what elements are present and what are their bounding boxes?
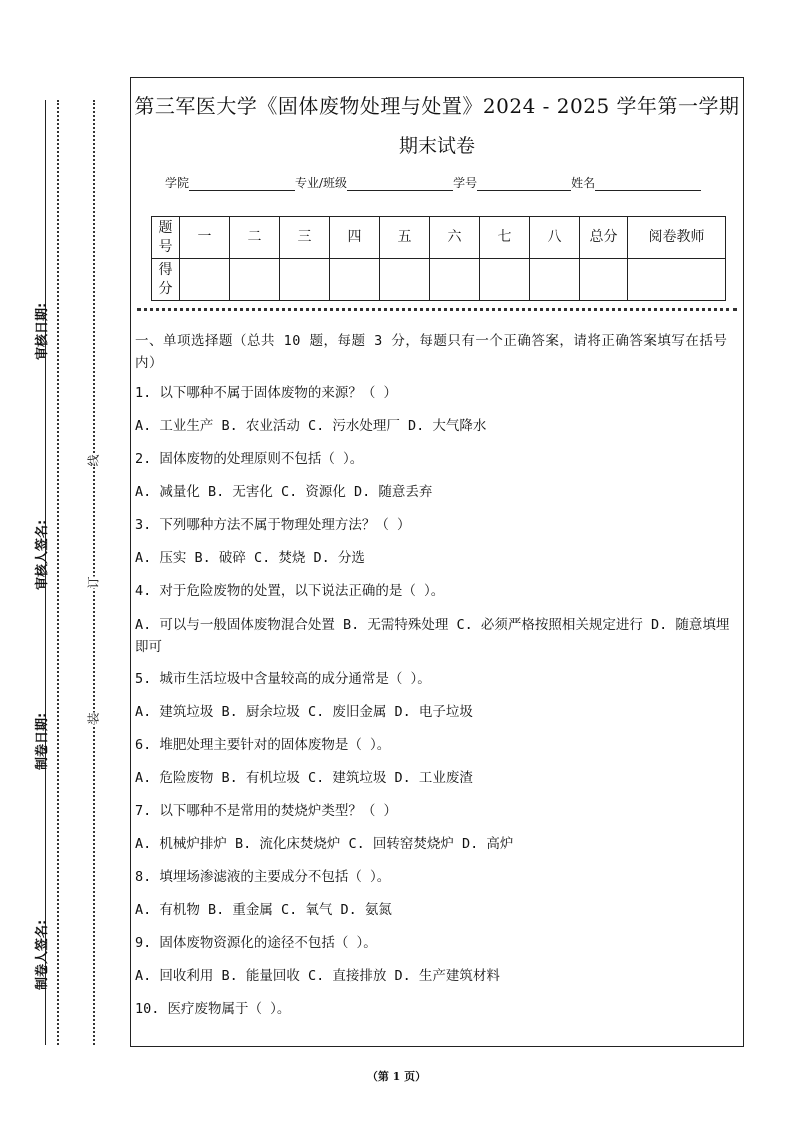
- question-6-options: A. 危险废物 B. 有机垃圾 C. 建筑垃圾 D. 工业废渣: [135, 770, 473, 786]
- major-class-field[interactable]: [347, 176, 453, 191]
- question-3-options: A. 压实 B. 破碎 C. 焚烧 D. 分选: [135, 550, 365, 566]
- college-field[interactable]: [189, 176, 295, 191]
- score-cell-4[interactable]: [330, 259, 380, 301]
- score-table: [151, 216, 726, 301]
- question-6: 6. 堆肥处理主要针对的固体废物是（ ）。: [135, 737, 391, 753]
- column-header-8: 八: [530, 217, 580, 259]
- column-header-2: 二: [230, 217, 280, 259]
- column-header-4: 四: [330, 217, 380, 259]
- question-number-header: 题号: [152, 217, 180, 259]
- score-cell-8[interactable]: [530, 259, 580, 301]
- question-4: 4. 对于危险废物的处置，以下说法正确的是（ ）。: [135, 583, 445, 599]
- question-1-options: A. 工业生产 B. 农业活动 C. 污水处理厂 D. 大气降水: [135, 418, 487, 434]
- question-9-options: A. 回收利用 B. 能量回收 C. 直接排放 D. 生产建筑材料: [135, 968, 500, 984]
- paper-made-date-label: 制卷日期:: [35, 712, 50, 770]
- score-cell-2[interactable]: [230, 259, 280, 301]
- question-5-options: A. 建筑垃圾 B. 厨余垃圾 C. 废旧金属 D. 电子垃圾: [135, 704, 473, 720]
- column-header-1: 一: [180, 217, 230, 259]
- name-field[interactable]: [595, 176, 701, 191]
- dotted-separator: [137, 308, 737, 311]
- score-cell-grader[interactable]: [628, 259, 726, 301]
- question-2: 2. 固体废物的处理原则不包括（ ）。: [135, 451, 364, 467]
- column-header-3: 三: [280, 217, 330, 259]
- column-header-5: 五: [380, 217, 430, 259]
- column-header-7: 七: [480, 217, 530, 259]
- question-8-options: A. 有机物 B. 重金属 C. 氧气 D. 氨氮: [135, 902, 392, 918]
- section-heading: 一、单项选择题（总共 10 题，每题 3 分，每题只有一个正确答案，请将正确答案填写在括号内）: [135, 333, 728, 371]
- exam-title: 第三军医大学《固体废物处理与处置》2024 - 2025 学年第一学期: [134, 94, 740, 118]
- column-header-6: 六: [430, 217, 480, 259]
- column-header-total: 总分: [580, 217, 628, 259]
- gutter-char-mount: 装: [83, 712, 104, 724]
- question-7: 7. 以下哪种不是常用的焚烧炉类型？（ ）: [135, 803, 398, 819]
- question-9: 9. 固体废物资源化的途径不包括（ ）。: [135, 935, 377, 951]
- score-table-score-row: [152, 259, 726, 301]
- review-date-label: 审核日期:: [35, 302, 50, 360]
- score-cell-6[interactable]: [430, 259, 480, 301]
- student-id-label: 学号: [453, 176, 478, 190]
- score-cell-5[interactable]: [380, 259, 430, 301]
- score-cell-1[interactable]: [180, 259, 230, 301]
- question-8: 8. 填埋场渗滤液的主要成分不包括（ ）。: [135, 869, 391, 885]
- page-number: （第 1 页）: [366, 1070, 427, 1083]
- score-cell-3[interactable]: [280, 259, 330, 301]
- student-info-row: [165, 174, 701, 191]
- binding-dotted-line-2: [93, 100, 95, 1045]
- question-7-options: A. 机械炉排炉 B. 流化床焚烧炉 C. 回转窑焚烧炉 D. 高炉: [135, 836, 514, 852]
- score-cell-7[interactable]: [480, 259, 530, 301]
- column-header-grader: 阅卷教师: [628, 217, 726, 259]
- question-4-options: A. 可以与一般固体废物混合处置 B. 无需特殊处理 C. 必须严格按照相关规定进行 D. 随意填埋即可: [135, 617, 730, 655]
- question-section: [135, 330, 741, 1032]
- score-cell-total[interactable]: [580, 259, 628, 301]
- name-label: 姓名: [571, 176, 596, 190]
- question-10: 10. 医疗废物属于（ ）。: [135, 1001, 291, 1017]
- binding-dotted-line-1: [57, 100, 59, 1045]
- question-2-options: A. 减量化 B. 无害化 C. 资源化 D. 随意丢弃: [135, 484, 433, 500]
- exam-frame: [130, 77, 744, 1047]
- student-id-field[interactable]: [477, 176, 571, 191]
- score-table-header-row: [152, 217, 726, 259]
- major-class-label: 专业/班级: [295, 176, 348, 190]
- exam-subtitle: 期末试卷: [398, 135, 475, 157]
- paper-maker-signature-label: 制卷人签名:: [35, 919, 50, 990]
- question-5: 5. 城市生活垃圾中含量较高的成分通常是（ ）。: [135, 671, 431, 687]
- reviewer-signature-label: 审核人签名:: [35, 519, 50, 590]
- question-1: 1. 以下哪种不属于固体废物的来源？（ ）: [135, 385, 398, 401]
- college-label: 学院: [165, 176, 190, 190]
- gutter-char-line: 线: [83, 454, 104, 466]
- gutter-char-bind: 订: [83, 576, 104, 588]
- score-header: 得分: [152, 259, 180, 301]
- question-3: 3. 下列哪种方法不属于物理处理方法？（ ）: [135, 517, 411, 533]
